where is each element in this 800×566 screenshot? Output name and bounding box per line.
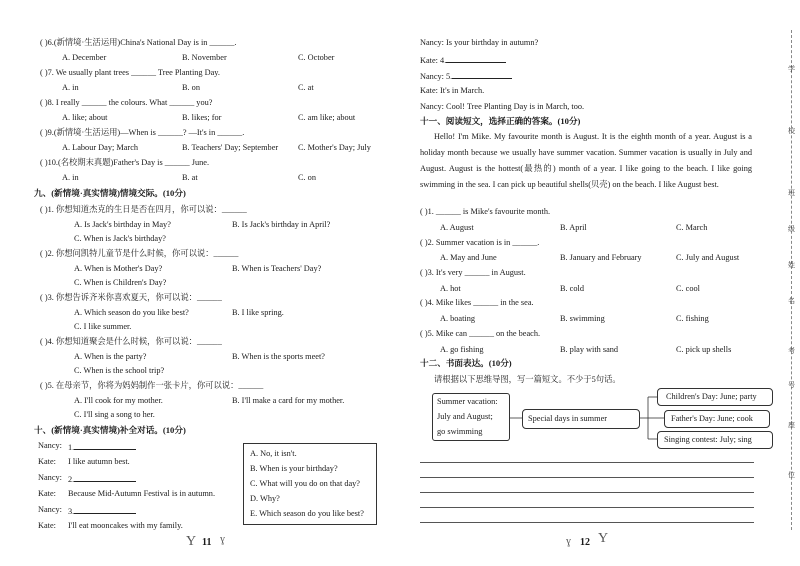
- q8-option-a[interactable]: A. like; about: [62, 113, 108, 122]
- q10-stem: ( )10.(名校期末真题)Father's Day is ______ June.: [40, 158, 210, 167]
- page-number-right: 12: [580, 537, 590, 548]
- r1-option-a[interactable]: A. August: [440, 223, 474, 232]
- mindmap-branch-label: Father's Day: June; cook: [671, 414, 753, 423]
- dialog-text: I'll eat mooncakes with my family.: [68, 521, 183, 530]
- dialog-text: 2.: [68, 475, 75, 484]
- r5-option-b[interactable]: B. play with sand: [560, 345, 619, 354]
- writing-line[interactable]: [420, 522, 754, 523]
- r3-option-c[interactable]: C. cool: [676, 284, 700, 293]
- s1-option-c[interactable]: C. When is Jack's birthday?: [74, 234, 166, 243]
- r1-option-b[interactable]: B. April: [560, 223, 587, 232]
- sprout-left-icon: Y: [186, 534, 197, 549]
- s5-option-b[interactable]: B. I'll make a card for my mother.: [232, 396, 345, 405]
- side-label: 姓: [788, 261, 795, 269]
- dialog-line-3: [68, 504, 136, 517]
- dialog-speaker: Nancy:: [38, 473, 62, 482]
- s1-option-b[interactable]: B. Is Jack's birthday in April?: [232, 220, 331, 229]
- mindmap-left-line: go swimming: [437, 427, 483, 436]
- q8-option-c[interactable]: C. am like; about: [298, 113, 356, 122]
- r5-option-a[interactable]: A. go fishing: [440, 345, 484, 354]
- dialog-text: 3.: [68, 507, 75, 516]
- s5-option-c[interactable]: C. I'll sing a song to her.: [74, 410, 155, 419]
- dialog-text: 1.: [68, 443, 75, 452]
- s2-option-a[interactable]: A. When is Mother's Day?: [74, 264, 163, 273]
- s4-option-a[interactable]: A. When is the party?: [74, 352, 147, 361]
- s1-stem: ( )1. 你想知道杰克的生日是否在四月，你可以说：______: [40, 205, 247, 214]
- section-12-title: 十二、书面表达。(10分): [420, 358, 512, 368]
- r2-option-c[interactable]: C. July and August: [676, 253, 740, 262]
- mindmap-branch-3: [657, 431, 773, 449]
- answer-blank-3[interactable]: [74, 504, 136, 514]
- dialog-speaker: Nancy:: [38, 441, 62, 450]
- writing-line[interactable]: [420, 492, 754, 493]
- dialog-options-box: [243, 443, 377, 525]
- mindmap-center-label: Special days in summer: [528, 414, 608, 423]
- side-label: 考: [788, 347, 795, 355]
- dialog-cont-line: Kate: It's in March.: [420, 86, 485, 95]
- reading-passage: Hello! I'm Mike. My favourite month is August. It is the eighth month of a year. August is a holiday month because we usually have summer vacation. Summer vacation is usually in July and August. August is the hottest(最热的) month of a year. I like going to the beach. I like going swimming in the sea. I can pick up beautiful shells(贝壳) on the beach. I like August best.: [420, 132, 752, 189]
- r4-option-c[interactable]: C. fishing: [676, 314, 709, 323]
- s4-option-b[interactable]: B. When is the sports meet?: [232, 352, 325, 361]
- mindmap-branch-2: [664, 410, 770, 428]
- r2-option-a[interactable]: A. May and June: [440, 253, 497, 262]
- r4-option-a[interactable]: A. boating: [440, 314, 476, 323]
- sprout-small-icon: ɣ: [566, 536, 571, 547]
- s2-option-b[interactable]: B. When is Teachers' Day?: [232, 264, 322, 273]
- r3-stem: ( )3. It's very ______ in August.: [420, 268, 526, 277]
- side-label: 校: [788, 127, 795, 135]
- sprout-small-icon: ɣ: [220, 534, 225, 545]
- dialog-cont-line: Nancy: Is your birthday in autumn?: [420, 38, 539, 47]
- r2-option-b[interactable]: B. January and February: [560, 253, 642, 262]
- s3-option-c[interactable]: C. I like summer.: [74, 322, 132, 331]
- mindmap-branch-label: Singing contest: July; sing: [664, 435, 752, 444]
- s3-option-a[interactable]: A. Which season do you like best?: [74, 308, 189, 317]
- s3-option-b[interactable]: B. I like spring.: [232, 308, 284, 317]
- r2-stem: ( )2. Summer vacation is in ______.: [420, 238, 540, 247]
- q7-stem: ( )7. We usually plant trees ______ Tree Planting Day.: [40, 68, 220, 77]
- q10-option-c[interactable]: C. on: [298, 173, 316, 182]
- dialog-line-2: [68, 472, 136, 485]
- side-label: 学: [788, 65, 795, 73]
- mindmap-connectors: [400, 0, 800, 566]
- q7-option-c[interactable]: C. at: [298, 83, 314, 92]
- mindmap-branch-label: Children's Day: June; party: [666, 392, 757, 401]
- q9-option-a[interactable]: A. Labour Day; March: [62, 143, 139, 152]
- writing-line[interactable]: [420, 507, 754, 508]
- page-number-left: 11: [202, 537, 212, 548]
- r5-stem: ( )5. Mike can ______ on the beach.: [420, 329, 541, 338]
- q6-option-b[interactable]: B. November: [182, 53, 227, 62]
- q8-stem: ( )8. I really ______ the colours. What ______ you?: [40, 98, 213, 107]
- mindmap-left-line: Summer vacation:: [437, 397, 498, 406]
- dialog-line-1: [68, 440, 136, 453]
- q9-stem: ( )9.(新情境·生活运用)—When is ______? —It's in ______.: [40, 128, 245, 137]
- mindmap-left-line: July and August;: [437, 412, 493, 421]
- answer-blank-2[interactable]: [74, 472, 136, 482]
- q6-option-c[interactable]: C. October: [298, 53, 335, 62]
- s5-option-a[interactable]: A. I'll cook for my mother.: [74, 396, 163, 405]
- side-label: 班: [788, 189, 795, 197]
- box-option-c: C. What will you do on that day?: [250, 479, 360, 488]
- writing-instruction: 请根据以下思维导图，写一篇短文。不少于5句话。: [434, 375, 621, 384]
- side-label: 位: [788, 471, 795, 479]
- right-page-questions: [400, 0, 800, 566]
- dialog-speaker: Kate:: [38, 489, 56, 498]
- r3-option-b[interactable]: B. cold: [560, 284, 584, 293]
- q10-option-b[interactable]: B. at: [182, 173, 198, 182]
- q8-option-b[interactable]: B. likes; for: [182, 113, 222, 122]
- side-label: 级: [788, 225, 795, 233]
- box-option-b: B. When is your birthday?: [250, 464, 338, 473]
- dialog-text: Because Mid-Autumn Festival is in autumn.: [68, 489, 216, 498]
- r4-stem: ( )4. Mike likes ______ in the sea.: [420, 298, 534, 307]
- section-11-title: 十一、阅读短文，选择正确的答案。(10分): [420, 116, 581, 126]
- s4-stem: ( )4. 你想知道聚会是什么时候，你可以说：______: [40, 337, 222, 346]
- r1-option-c[interactable]: C. March: [676, 223, 708, 232]
- s4-option-c[interactable]: C. When is the school trip?: [74, 366, 165, 375]
- s2-option-c[interactable]: C. When is Children's Day?: [74, 278, 167, 287]
- mindmap-left-box: [432, 393, 510, 441]
- mindmap-branch-1: [657, 388, 773, 406]
- section-10-title: 十、(新情境·真实情境)补全对话。(10分): [34, 425, 186, 435]
- r5-option-c[interactable]: C. pick up shells: [676, 345, 732, 354]
- binding-dash-line: [791, 30, 792, 530]
- dialog-text: I like autumn best.: [68, 457, 130, 466]
- s1-option-a[interactable]: A. Is Jack's birthday in May?: [74, 220, 171, 229]
- mindmap-center-box: [522, 409, 640, 429]
- dialog-speaker: Kate:: [38, 521, 56, 530]
- q9-option-c[interactable]: C. Mother's Day; July: [298, 143, 371, 152]
- dialog-speaker: Nancy:: [38, 505, 62, 514]
- sprout-right-icon: Y: [598, 531, 609, 546]
- side-label: 号: [788, 381, 795, 389]
- dialog-text: Nancy: 5.: [420, 72, 453, 81]
- box-option-e: E. Which season do you like best?: [250, 509, 364, 518]
- dialog-text: Kate: 4.: [420, 56, 447, 65]
- r4-option-b[interactable]: B. swimming: [560, 314, 605, 323]
- q10-option-a[interactable]: A. in: [62, 173, 79, 182]
- r1-stem: ( )1. ______ is Mike's favourite month.: [420, 207, 551, 216]
- side-label: 名: [788, 297, 795, 305]
- section-9-title: 九、(新情境·真实情境)情境交际。(10分): [34, 188, 186, 198]
- writing-line[interactable]: [420, 462, 754, 463]
- q9-option-b[interactable]: B. Teachers' Day; September: [182, 143, 279, 152]
- s3-stem: ( )3. 你想告诉齐米你喜欢夏天，你可以说：______: [40, 293, 222, 302]
- box-option-d: D. Why?: [250, 494, 280, 503]
- q6-option-a[interactable]: A. December: [62, 53, 107, 62]
- writing-line[interactable]: [420, 477, 754, 478]
- dialog-cont-line: Nancy: Cool! Tree Planting Day is in March, too.: [420, 102, 585, 111]
- s2-stem: ( )2. 你想问凯特儿童节是什么时候，你可以说：______: [40, 249, 239, 258]
- side-label: 座: [788, 421, 795, 429]
- q7-option-b[interactable]: B. on: [182, 83, 200, 92]
- answer-blank-1[interactable]: [74, 440, 136, 450]
- s5-stem: ( )5. 在母亲节，你将为妈妈制作一张卡片，你可以说：______: [40, 381, 264, 390]
- q7-option-a[interactable]: A. in: [62, 83, 79, 92]
- q6-stem: ( )6.(新情境·生活运用)China's National Day is in ______.: [40, 38, 237, 47]
- dialog-speaker: Kate:: [38, 457, 56, 466]
- box-option-a: A. No, it isn't.: [250, 449, 297, 458]
- r3-option-a[interactable]: A. hot: [440, 284, 461, 293]
